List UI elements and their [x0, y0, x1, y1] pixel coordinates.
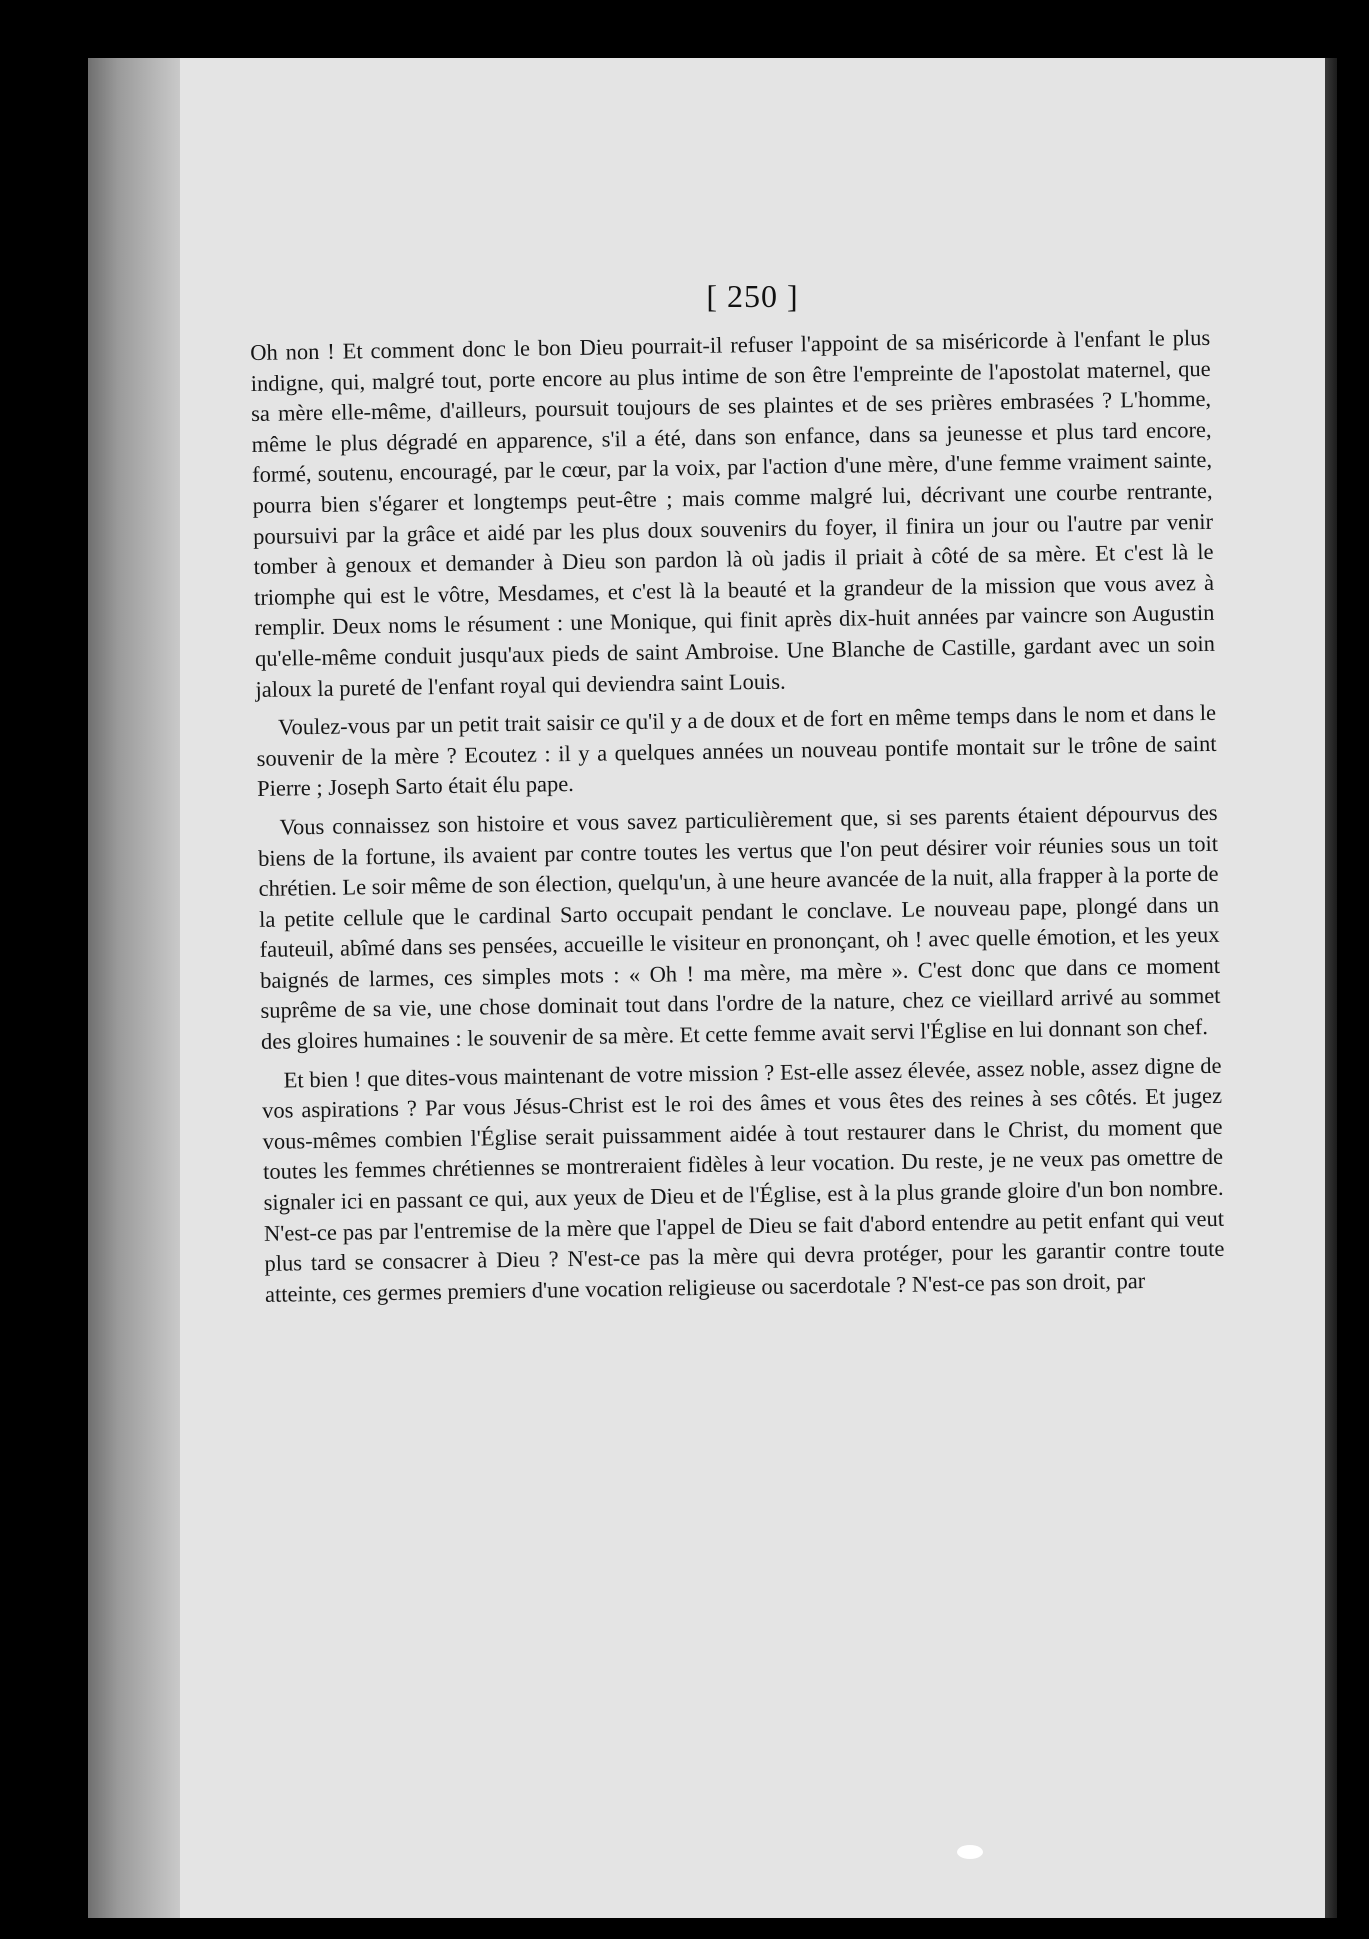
paragraph: Oh non ! Et comment donc le bon Dieu pourrait-il refuser l'appoint de sa miséricorde à l'enfant le plus indigne, qui, malgré tout, porte encore au plus intime de son être l'empreinte de l'apostolat maternel, que sa mère elle-même, d'ailleurs, poursuit toujours de ses plaintes et de ses prières embrasées ? L'homme, même le plus dégradé en apparence, s'il a été, dans son enfance, dans sa jeunesse et plus tard encore, formé, soutenu, encouragé, par le cœur, par la voix, par l'action d'une mère, d'une femme vraiment sainte, pourra bien s'égarer et longtemps peut-être ; mais comme malgré lui, décrivant une courbe rentrante, poursuivi par la grâce et aidé par les plus doux souvenirs du foyer, il finira un jour ou l'autre par venir tomber à genoux et demander à Dieu son pardon là où jadis il priait à côté de sa mère. Et c'est là le triomphe qui est le vôtre, Mesdames, et c'est là la beauté et la grandeur de la mission que vous avez à remplir. Deux noms le résument : une Monique, qui finit après dix-huit années par vaincre son Augustin qu'elle-même conduit jusqu'aux pieds de saint Ambroise. Une Blanche de Castille, gardant avec un soin jaloux la pureté de l'enfant royal qui deviendra saint Louis. — [250, 324, 1216, 702]
facing-page-edge — [1325, 58, 1337, 1918]
paragraph: Voulez-vous par un petit trait saisir ce qu'il y a de doux et de fort en même temps dans le nom et dans le souvenir de la mère ? Ecoutez : il y a quelques années un nouveau pontife montait sur le trône de saint Pierre ; Joseph Sarto était élu pape. — [256, 699, 1217, 802]
page-number: [ 250 ] — [706, 278, 799, 314]
book-gutter — [88, 58, 188, 1918]
paragraph: Vous connaissez son histoire et vous savez particulièrement que, si ses parents étaient dépourvus des biens de la fortune, ils avaient par contre toutes les vertus que l'on peut désirer voir réunies sous un toit chrétien. Le soir même de son élection, quelqu'un, à une heure avancée de la nuit, alla frapper à la porte de la petite cellule que le cardinal Sarto occupait pendant le conclave. Le nouveau pape, plongé dans un fauteuil, abîmé dans ses pensées, accueille le visiteur en prononçant, oh ! avec quelle émotion, et les yeux baignés de larmes, ces simples mots : « Oh ! ma mère, ma mère ». C'est donc que dans ce moment suprême de sa vie, une chose dominait tout dans l'ordre de la nature, chez ce vieillard arrivé au sommet des gloires humaines : le souvenir de sa mère. Et cette femme avait servi l'Église en lui donnant son chef. — [257, 799, 1221, 1054]
page-notch — [957, 1845, 983, 1859]
paragraph: Et bien ! que dites-vous maintenant de votre mission ? Est-elle assez élevée, assez noble, assez digne de vos aspirations ? Par vous Jésus-Christ est le roi des âmes et vous êtes des reines à ses côtés. Et jugez vous-mêmes combien l'Église serait puissamment aidée à tout restaurer dans le Christ, du moment que toutes les femmes chrétiennes se montreraient fidèles à leur vocation. Du reste, je ne veux pas omettre de signaler ici en passant ce qui, aux yeux de Dieu et de l'Église, est à la plus grande gloire d'un bon nombre. N'est-ce pas par l'entremise de la mère que l'appel de Dieu se fait d'abord entendre au petit enfant qui veut plus tard se consacrer à Dieu ? N'est-ce pas la mère qui devra protéger, pour les garantir contre toute atteinte, ces germes premiers d'une vocation religieuse ou sacerdotale ? N'est-ce pas son droit, par — [261, 1052, 1225, 1307]
body-text — [250, 323, 1225, 1310]
